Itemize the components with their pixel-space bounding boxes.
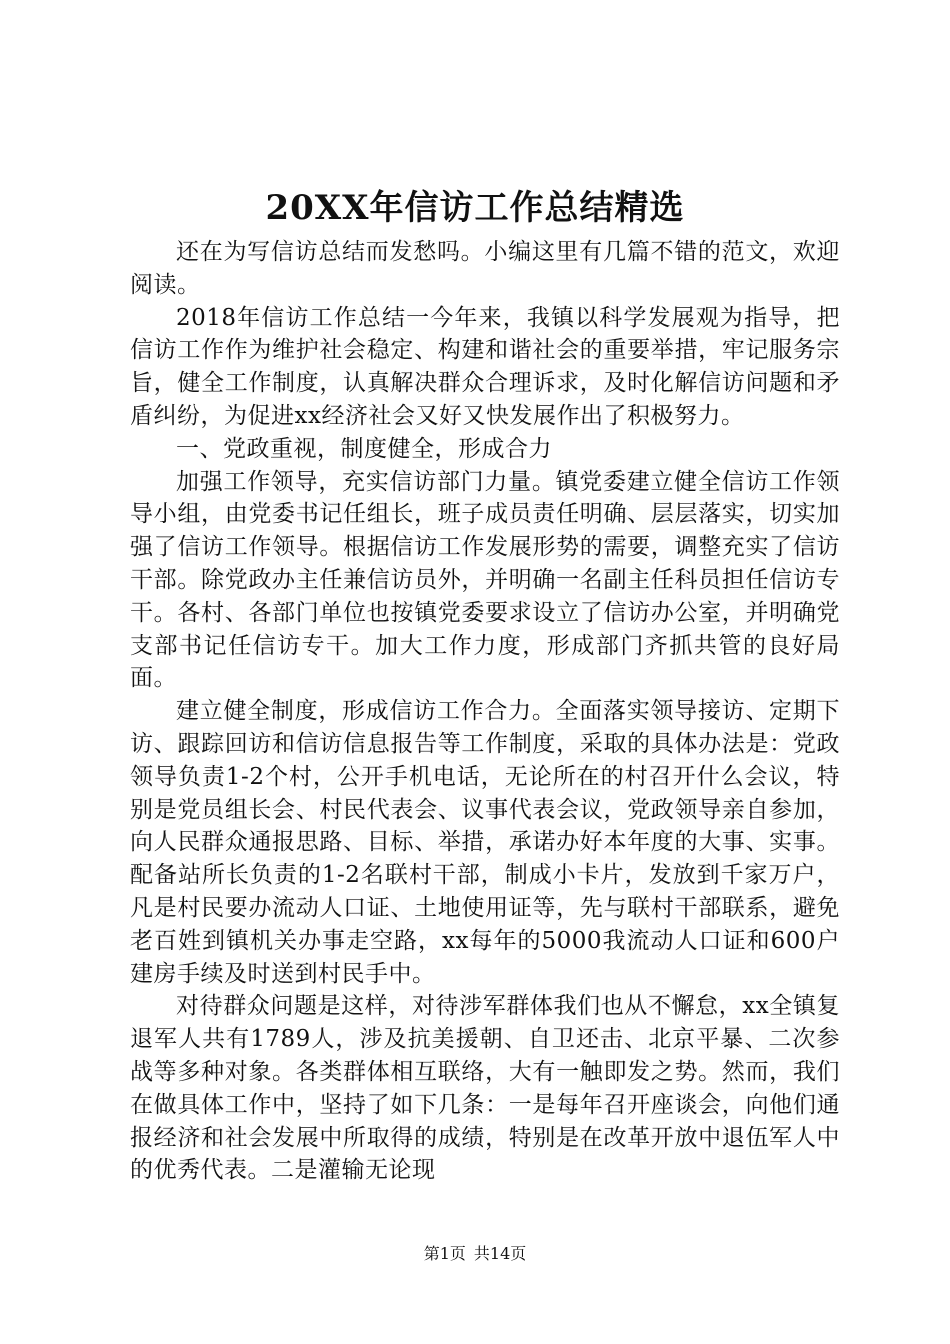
paragraph-summary: 2018年信访工作总结一今年来，我镇以科学发展观为指导，把信访工作作为维护社会稳定、构建和谐社会的重要举措，牢记服务宗旨，健全工作制度，认真解决群众合理诉求，及时化解信访问题和矛盾纠纷，为促进xx经济社会又好又快发展作出了积极努力。: [130, 304, 840, 429]
document-body: [130, 236, 840, 1187]
paragraph-intro: 还在为写信访总结而发愁吗。小编这里有几篇不错的范文，欢迎阅读。: [130, 239, 840, 298]
document-title: 20XX年信访工作总结精选: [265, 188, 685, 228]
paragraph-leadership: 加强工作领导，充实信访部门力量。镇党委建立健全信访工作领导小组，由党委书记任组长，班子成员责任明确、层层落实，切实加强了信访工作领导。根据信访工作发展形势的需要，调整充实了信访干部。除党政办主任兼信访员外，并明确一名副主任科员担任信访专干。各村、各部门单位也按镇党委要求设立了信访办公室，并明确党支部书记任信访专干。加大工作力度，形成部门齐抓共管的良好局面。: [130, 468, 840, 692]
page-count: 共14页: [473, 1244, 527, 1263]
section-heading: 一、党政重视，制度健全，形成合力: [176, 435, 552, 462]
page-number: 第1页: [423, 1244, 466, 1263]
paragraph-system: 建立健全制度，形成信访工作合力。全面落实领导接访、定期下访、跟踪回访和信访信息报告等工作制度，采取的具体办法是：党政领导负责1-2个村，公开手机电话，无论所在的村召开什么会议，特别是党员组长会、村民代表会、议事代表会议，党政领导亲自参加，向人民群众通报思路、目标、举措，承诺办好本年度的大事、实事。配备站所长负责的1-2名联村干部，制成小卡片，发放到千家万户，凡是村民要办流动人口证、土地使用证等，先与联村干部联系，避免老百姓到镇机关办事走空路，xx每年的5000我流动人口证和600户建房手续及时送到村民手中。: [130, 698, 840, 987]
paragraph-military: 对待群众问题是这样，对待涉军群体我们也从不懈怠，xx全镇复退军人共有1789人，涉及抗美援朝、自卫还击、北京平暴、二次参战等多种对象。各类群体相互联络，大有一触即发之势。然而，我们在做具体工作中，坚持了如下几条：一是每年召开座谈会，向他们通报经济和社会发展中所取得的成绩，特别是在改革开放中退伍军人中的优秀代表。二是灌输无论现: [130, 993, 840, 1184]
page-footer: [0, 1243, 950, 1265]
